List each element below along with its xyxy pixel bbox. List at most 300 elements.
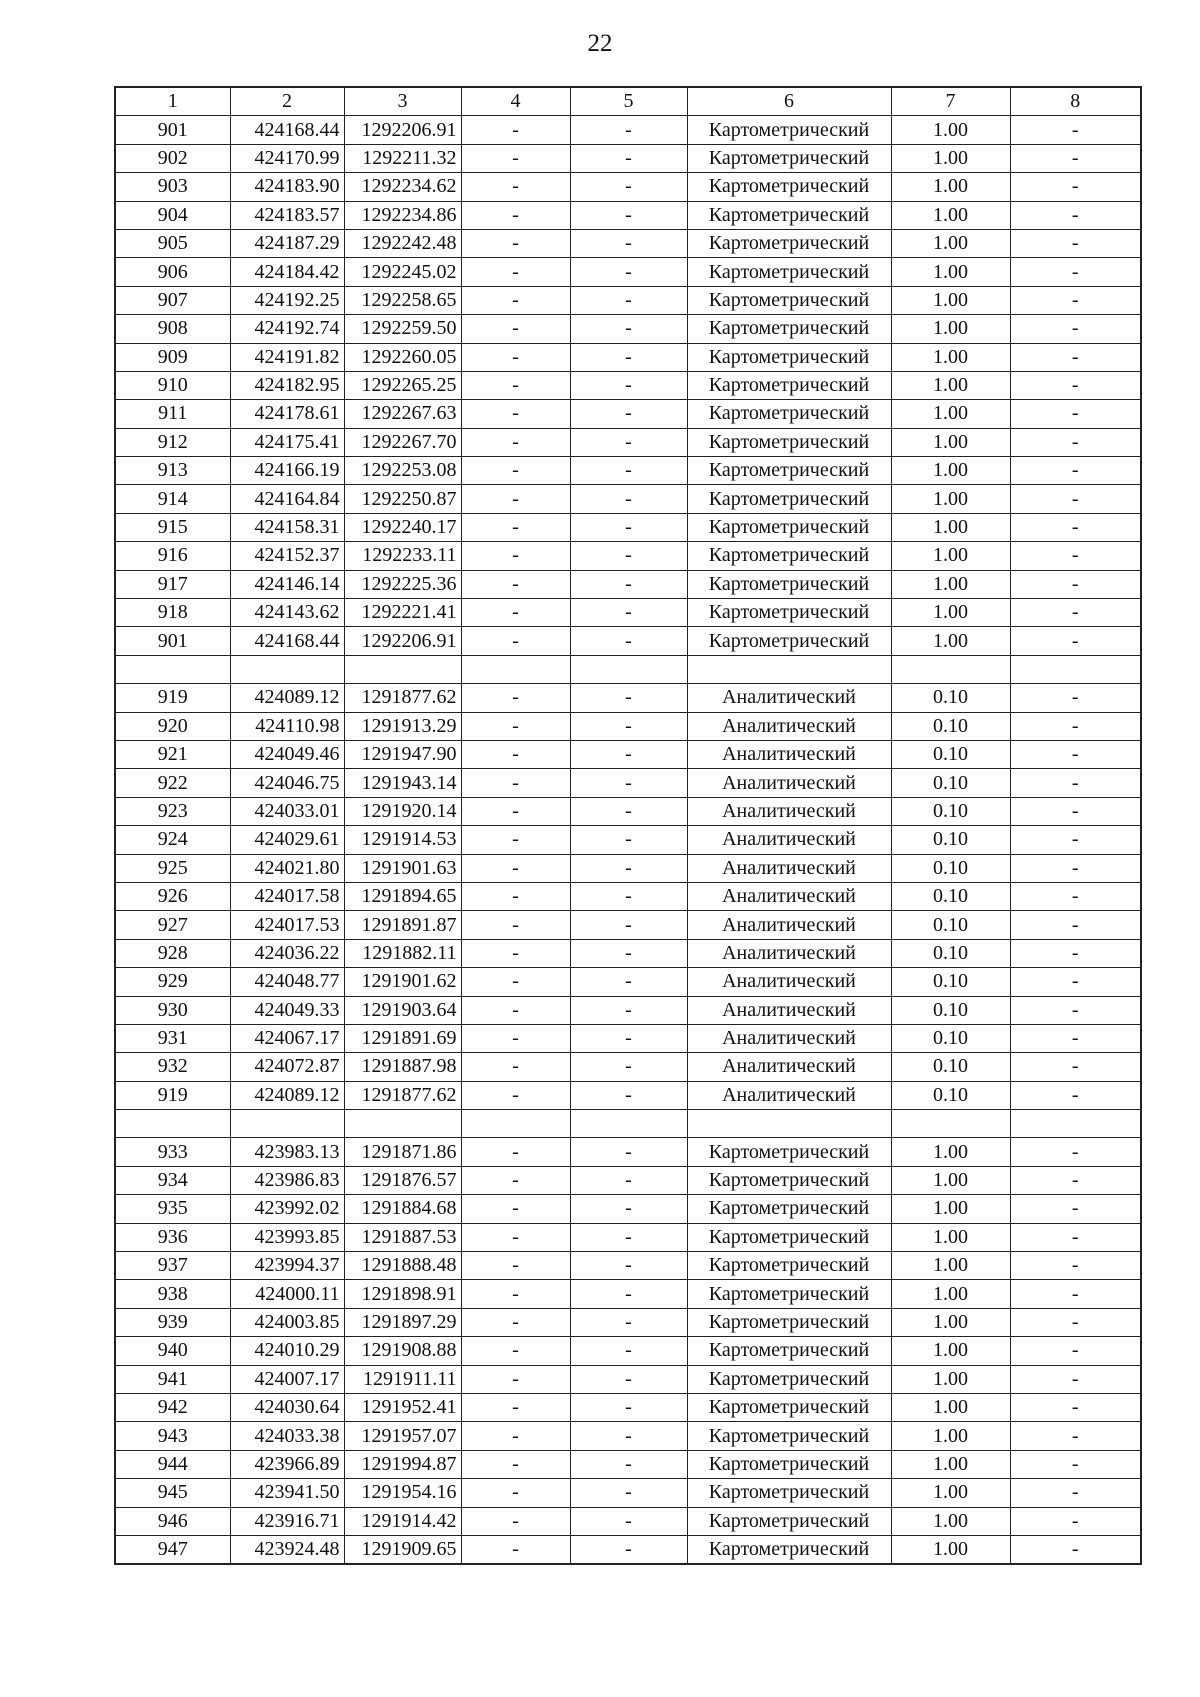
column-header: 8 bbox=[1010, 87, 1141, 116]
method-cell: Картометрический bbox=[687, 1166, 891, 1194]
table-row bbox=[115, 1337, 1141, 1365]
col4-cell: - bbox=[461, 1195, 570, 1223]
col5-cell: - bbox=[570, 201, 687, 229]
x-coordinate-cell: 424029.61 bbox=[230, 826, 344, 854]
x-coordinate-cell: 424089.12 bbox=[230, 1081, 344, 1109]
point-number-cell: 911 bbox=[115, 400, 230, 428]
point-number-cell: 904 bbox=[115, 201, 230, 229]
col4-cell: - bbox=[461, 1024, 570, 1052]
col8-cell: - bbox=[1010, 457, 1141, 485]
col4-cell: - bbox=[461, 1166, 570, 1194]
col8-cell: - bbox=[1010, 201, 1141, 229]
x-coordinate-cell: 424170.99 bbox=[230, 144, 344, 172]
method-cell: Картометрический bbox=[687, 144, 891, 172]
y-coordinate-cell: 1291897.29 bbox=[344, 1308, 461, 1336]
y-coordinate-cell: 1291909.65 bbox=[344, 1535, 461, 1564]
point-number-cell: 936 bbox=[115, 1223, 230, 1251]
col5-cell: - bbox=[570, 769, 687, 797]
col5-cell: - bbox=[570, 740, 687, 768]
method-cell: Картометрический bbox=[687, 1393, 891, 1421]
col8-cell bbox=[1010, 1110, 1141, 1138]
method-cell: Аналитический bbox=[687, 1053, 891, 1081]
column-header: 7 bbox=[891, 87, 1010, 116]
point-number-cell: 942 bbox=[115, 1393, 230, 1421]
col8-cell: - bbox=[1010, 428, 1141, 456]
method-cell: Аналитический bbox=[687, 911, 891, 939]
col5-cell: - bbox=[570, 1308, 687, 1336]
method-cell: Картометрический bbox=[687, 1252, 891, 1280]
col8-cell: - bbox=[1010, 371, 1141, 399]
method-cell: Картометрический bbox=[687, 1535, 891, 1564]
col8-cell: - bbox=[1010, 315, 1141, 343]
col5-cell: - bbox=[570, 939, 687, 967]
table-row bbox=[115, 116, 1141, 144]
col5-cell: - bbox=[570, 797, 687, 825]
table-row bbox=[115, 1223, 1141, 1251]
col8-cell: - bbox=[1010, 939, 1141, 967]
column-header: 3 bbox=[344, 87, 461, 116]
x-coordinate-cell: 424191.82 bbox=[230, 343, 344, 371]
method-cell: Картометрический bbox=[687, 428, 891, 456]
method-cell: Картометрический bbox=[687, 1223, 891, 1251]
col8-cell: - bbox=[1010, 485, 1141, 513]
accuracy-cell: 1.00 bbox=[891, 428, 1010, 456]
x-coordinate-cell: 424166.19 bbox=[230, 457, 344, 485]
col5-cell: - bbox=[570, 229, 687, 257]
col4-cell: - bbox=[461, 542, 570, 570]
col5-cell: - bbox=[570, 400, 687, 428]
table-row bbox=[115, 1450, 1141, 1478]
accuracy-cell: 1.00 bbox=[891, 1223, 1010, 1251]
point-number-cell: 913 bbox=[115, 457, 230, 485]
point-number-cell: 935 bbox=[115, 1195, 230, 1223]
method-cell: Аналитический bbox=[687, 996, 891, 1024]
y-coordinate-cell: 1291952.41 bbox=[344, 1393, 461, 1421]
col4-cell: - bbox=[461, 173, 570, 201]
col5-cell: - bbox=[570, 1365, 687, 1393]
col8-cell: - bbox=[1010, 400, 1141, 428]
col8-cell: - bbox=[1010, 1138, 1141, 1166]
x-coordinate-cell: 424152.37 bbox=[230, 542, 344, 570]
col8-cell: - bbox=[1010, 769, 1141, 797]
y-coordinate-cell: 1292234.62 bbox=[344, 173, 461, 201]
col5-cell: - bbox=[570, 1166, 687, 1194]
column-header: 2 bbox=[230, 87, 344, 116]
column-header: 1 bbox=[115, 87, 230, 116]
col5-cell: - bbox=[570, 1450, 687, 1478]
x-coordinate-cell: 424192.25 bbox=[230, 286, 344, 314]
accuracy-cell: 0.10 bbox=[891, 684, 1010, 712]
col5-cell: - bbox=[570, 1337, 687, 1365]
col4-cell: - bbox=[461, 599, 570, 627]
x-coordinate-cell: 424182.95 bbox=[230, 371, 344, 399]
x-coordinate-cell: 424010.29 bbox=[230, 1337, 344, 1365]
col8-cell bbox=[1010, 655, 1141, 683]
col5-cell bbox=[570, 1110, 687, 1138]
y-coordinate-cell: 1292253.08 bbox=[344, 457, 461, 485]
x-coordinate-cell: 423986.83 bbox=[230, 1166, 344, 1194]
col8-cell: - bbox=[1010, 1337, 1141, 1365]
table-row bbox=[115, 882, 1141, 910]
table-row bbox=[115, 315, 1141, 343]
table-row bbox=[115, 1393, 1141, 1421]
y-coordinate-cell: 1292250.87 bbox=[344, 485, 461, 513]
col8-cell: - bbox=[1010, 712, 1141, 740]
accuracy-cell: 1.00 bbox=[891, 457, 1010, 485]
method-cell: Картометрический bbox=[687, 315, 891, 343]
y-coordinate-cell: 1291891.87 bbox=[344, 911, 461, 939]
col4-cell: - bbox=[461, 684, 570, 712]
method-cell: Картометрический bbox=[687, 371, 891, 399]
x-coordinate-cell bbox=[230, 1110, 344, 1138]
table-row bbox=[115, 1138, 1141, 1166]
col4-cell: - bbox=[461, 1252, 570, 1280]
accuracy-cell: 1.00 bbox=[891, 1450, 1010, 1478]
accuracy-cell: 0.10 bbox=[891, 740, 1010, 768]
table-body bbox=[115, 87, 1141, 1564]
point-number-cell: 940 bbox=[115, 1337, 230, 1365]
table-row bbox=[115, 1110, 1141, 1138]
y-coordinate-cell: 1291908.88 bbox=[344, 1337, 461, 1365]
y-coordinate-cell: 1291920.14 bbox=[344, 797, 461, 825]
x-coordinate-cell: 424164.84 bbox=[230, 485, 344, 513]
y-coordinate-cell: 1292225.36 bbox=[344, 570, 461, 598]
accuracy-cell: 1.00 bbox=[891, 1280, 1010, 1308]
y-coordinate-cell: 1291957.07 bbox=[344, 1422, 461, 1450]
x-coordinate-cell: 424017.53 bbox=[230, 911, 344, 939]
accuracy-cell: 0.10 bbox=[891, 882, 1010, 910]
y-coordinate-cell: 1292245.02 bbox=[344, 258, 461, 286]
point-number-cell: 908 bbox=[115, 315, 230, 343]
table-row bbox=[115, 968, 1141, 996]
x-coordinate-cell: 424049.46 bbox=[230, 740, 344, 768]
table-row bbox=[115, 371, 1141, 399]
col4-cell: - bbox=[461, 712, 570, 740]
col8-cell: - bbox=[1010, 570, 1141, 598]
col4-cell: - bbox=[461, 1308, 570, 1336]
col4-cell: - bbox=[461, 854, 570, 882]
accuracy-cell: 1.00 bbox=[891, 1422, 1010, 1450]
col8-cell: - bbox=[1010, 286, 1141, 314]
method-cell: Картометрический bbox=[687, 229, 891, 257]
col5-cell: - bbox=[570, 1223, 687, 1251]
accuracy-cell: 0.10 bbox=[891, 769, 1010, 797]
col5-cell: - bbox=[570, 286, 687, 314]
y-coordinate-cell: 1291947.90 bbox=[344, 740, 461, 768]
accuracy-cell: 1.00 bbox=[891, 1337, 1010, 1365]
point-number-cell: 905 bbox=[115, 229, 230, 257]
accuracy-cell: 1.00 bbox=[891, 570, 1010, 598]
accuracy-cell: 0.10 bbox=[891, 712, 1010, 740]
method-cell: Картометрический bbox=[687, 1507, 891, 1535]
point-number-cell: 931 bbox=[115, 1024, 230, 1052]
y-coordinate-cell: 1291887.53 bbox=[344, 1223, 461, 1251]
y-coordinate-cell: 1291877.62 bbox=[344, 684, 461, 712]
table-row bbox=[115, 1252, 1141, 1280]
col5-cell: - bbox=[570, 712, 687, 740]
col5-cell: - bbox=[570, 1252, 687, 1280]
col4-cell: - bbox=[461, 1081, 570, 1109]
col4-cell: - bbox=[461, 1422, 570, 1450]
col8-cell: - bbox=[1010, 258, 1141, 286]
point-number-cell: 910 bbox=[115, 371, 230, 399]
x-coordinate-cell: 423994.37 bbox=[230, 1252, 344, 1280]
accuracy-cell: 1.00 bbox=[891, 1507, 1010, 1535]
col4-cell: - bbox=[461, 343, 570, 371]
col4-cell: - bbox=[461, 428, 570, 456]
point-number-cell: 912 bbox=[115, 428, 230, 456]
point-number-cell bbox=[115, 1110, 230, 1138]
col8-cell: - bbox=[1010, 1308, 1141, 1336]
point-number-cell: 943 bbox=[115, 1422, 230, 1450]
method-cell: Аналитический bbox=[687, 740, 891, 768]
y-coordinate-cell: 1292233.11 bbox=[344, 542, 461, 570]
point-number-cell: 901 bbox=[115, 627, 230, 655]
point-number-cell: 906 bbox=[115, 258, 230, 286]
y-coordinate-cell: 1291891.69 bbox=[344, 1024, 461, 1052]
point-number-cell: 925 bbox=[115, 854, 230, 882]
col4-cell: - bbox=[461, 1337, 570, 1365]
x-coordinate-cell: 424175.41 bbox=[230, 428, 344, 456]
col8-cell: - bbox=[1010, 1166, 1141, 1194]
x-coordinate-cell: 424089.12 bbox=[230, 684, 344, 712]
col5-cell: - bbox=[570, 1393, 687, 1421]
accuracy-cell: 1.00 bbox=[891, 485, 1010, 513]
method-cell: Картометрический bbox=[687, 1479, 891, 1507]
accuracy-cell bbox=[891, 1110, 1010, 1138]
col5-cell: - bbox=[570, 1280, 687, 1308]
x-coordinate-cell: 424168.44 bbox=[230, 116, 344, 144]
point-number-cell: 927 bbox=[115, 911, 230, 939]
method-cell: Картометрический bbox=[687, 485, 891, 513]
accuracy-cell: 1.00 bbox=[891, 599, 1010, 627]
table-row bbox=[115, 457, 1141, 485]
table-row bbox=[115, 485, 1141, 513]
table-row bbox=[115, 229, 1141, 257]
method-cell: Аналитический bbox=[687, 854, 891, 882]
table-header-row bbox=[115, 87, 1141, 116]
point-number-cell: 938 bbox=[115, 1280, 230, 1308]
accuracy-cell: 1.00 bbox=[891, 144, 1010, 172]
accuracy-cell: 0.10 bbox=[891, 996, 1010, 1024]
col5-cell: - bbox=[570, 1479, 687, 1507]
y-coordinate-cell: 1291994.87 bbox=[344, 1450, 461, 1478]
point-number-cell: 909 bbox=[115, 343, 230, 371]
table-row bbox=[115, 400, 1141, 428]
col5-cell: - bbox=[570, 343, 687, 371]
col4-cell: - bbox=[461, 258, 570, 286]
col4-cell: - bbox=[461, 570, 570, 598]
col4-cell: - bbox=[461, 1138, 570, 1166]
col5-cell: - bbox=[570, 315, 687, 343]
x-coordinate-cell: 424184.42 bbox=[230, 258, 344, 286]
column-header: 5 bbox=[570, 87, 687, 116]
col4-cell: - bbox=[461, 911, 570, 939]
point-number-cell: 944 bbox=[115, 1450, 230, 1478]
method-cell: Картометрический bbox=[687, 343, 891, 371]
y-coordinate-cell bbox=[344, 655, 461, 683]
x-coordinate-cell: 423924.48 bbox=[230, 1535, 344, 1564]
col8-cell: - bbox=[1010, 116, 1141, 144]
col8-cell: - bbox=[1010, 173, 1141, 201]
col4-cell: - bbox=[461, 627, 570, 655]
table-row bbox=[115, 1308, 1141, 1336]
page-number: 22 bbox=[587, 30, 613, 57]
col5-cell: - bbox=[570, 570, 687, 598]
x-coordinate-cell: 423992.02 bbox=[230, 1195, 344, 1223]
col8-cell: - bbox=[1010, 911, 1141, 939]
y-coordinate-cell: 1292206.91 bbox=[344, 627, 461, 655]
col8-cell: - bbox=[1010, 627, 1141, 655]
accuracy-cell: 1.00 bbox=[891, 343, 1010, 371]
y-coordinate-cell: 1291943.14 bbox=[344, 769, 461, 797]
column-header: 4 bbox=[461, 87, 570, 116]
x-coordinate-cell: 424067.17 bbox=[230, 1024, 344, 1052]
col8-cell: - bbox=[1010, 826, 1141, 854]
accuracy-cell: 1.00 bbox=[891, 315, 1010, 343]
col4-cell: - bbox=[461, 116, 570, 144]
col4-cell: - bbox=[461, 513, 570, 541]
y-coordinate-cell: 1292267.63 bbox=[344, 400, 461, 428]
y-coordinate-cell: 1292206.91 bbox=[344, 116, 461, 144]
table-row bbox=[115, 769, 1141, 797]
method-cell: Картометрический bbox=[687, 599, 891, 627]
col5-cell: - bbox=[570, 258, 687, 286]
col4-cell: - bbox=[461, 769, 570, 797]
col5-cell: - bbox=[570, 684, 687, 712]
point-number-cell: 924 bbox=[115, 826, 230, 854]
col4-cell: - bbox=[461, 939, 570, 967]
col8-cell: - bbox=[1010, 1252, 1141, 1280]
x-coordinate-cell: 424036.22 bbox=[230, 939, 344, 967]
point-number-cell: 915 bbox=[115, 513, 230, 541]
table-row bbox=[115, 1422, 1141, 1450]
method-cell: Картометрический bbox=[687, 1365, 891, 1393]
col4-cell: - bbox=[461, 286, 570, 314]
y-coordinate-cell: 1291894.65 bbox=[344, 882, 461, 910]
point-number-cell: 946 bbox=[115, 1507, 230, 1535]
table-row bbox=[115, 1053, 1141, 1081]
y-coordinate-cell: 1291877.62 bbox=[344, 1081, 461, 1109]
table-row bbox=[115, 428, 1141, 456]
x-coordinate-cell: 424183.57 bbox=[230, 201, 344, 229]
accuracy-cell: 0.10 bbox=[891, 911, 1010, 939]
col5-cell: - bbox=[570, 542, 687, 570]
x-coordinate-cell: 424007.17 bbox=[230, 1365, 344, 1393]
method-cell: Аналитический bbox=[687, 797, 891, 825]
accuracy-cell: 1.00 bbox=[891, 286, 1010, 314]
accuracy-cell: 1.00 bbox=[891, 1393, 1010, 1421]
col5-cell: - bbox=[570, 428, 687, 456]
col8-cell: - bbox=[1010, 882, 1141, 910]
point-number-cell: 934 bbox=[115, 1166, 230, 1194]
col4-cell: - bbox=[461, 485, 570, 513]
col8-cell: - bbox=[1010, 1365, 1141, 1393]
col5-cell: - bbox=[570, 144, 687, 172]
col8-cell: - bbox=[1010, 1053, 1141, 1081]
method-cell: Картометрический bbox=[687, 1138, 891, 1166]
y-coordinate-cell: 1291876.57 bbox=[344, 1166, 461, 1194]
col5-cell bbox=[570, 655, 687, 683]
point-number-cell: 926 bbox=[115, 882, 230, 910]
method-cell: Аналитический bbox=[687, 968, 891, 996]
table-row bbox=[115, 911, 1141, 939]
method-cell: Аналитический bbox=[687, 684, 891, 712]
col5-cell: - bbox=[570, 457, 687, 485]
y-coordinate-cell: 1292234.86 bbox=[344, 201, 461, 229]
y-coordinate-cell: 1291882.11 bbox=[344, 939, 461, 967]
method-cell: Картометрический bbox=[687, 1195, 891, 1223]
col8-cell: - bbox=[1010, 599, 1141, 627]
y-coordinate-cell: 1292258.65 bbox=[344, 286, 461, 314]
x-coordinate-cell: 424146.14 bbox=[230, 570, 344, 598]
table-row bbox=[115, 258, 1141, 286]
point-number-cell: 941 bbox=[115, 1365, 230, 1393]
table-row bbox=[115, 343, 1141, 371]
x-coordinate-cell: 424003.85 bbox=[230, 1308, 344, 1336]
point-number-cell: 920 bbox=[115, 712, 230, 740]
col8-cell: - bbox=[1010, 1507, 1141, 1535]
col8-cell: - bbox=[1010, 513, 1141, 541]
x-coordinate-cell: 424021.80 bbox=[230, 854, 344, 882]
table-row bbox=[115, 740, 1141, 768]
y-coordinate-cell: 1292221.41 bbox=[344, 599, 461, 627]
col5-cell: - bbox=[570, 826, 687, 854]
y-coordinate-cell: 1292259.50 bbox=[344, 315, 461, 343]
y-coordinate-cell: 1291898.91 bbox=[344, 1280, 461, 1308]
point-number-cell: 929 bbox=[115, 968, 230, 996]
col5-cell: - bbox=[570, 116, 687, 144]
x-coordinate-cell: 424033.01 bbox=[230, 797, 344, 825]
col4-cell: - bbox=[461, 144, 570, 172]
accuracy-cell: 0.10 bbox=[891, 1053, 1010, 1081]
table-row bbox=[115, 1365, 1141, 1393]
accuracy-cell: 1.00 bbox=[891, 1252, 1010, 1280]
col4-cell: - bbox=[461, 882, 570, 910]
table-row bbox=[115, 627, 1141, 655]
col8-cell: - bbox=[1010, 684, 1141, 712]
accuracy-cell: 1.00 bbox=[891, 1308, 1010, 1336]
col4-cell bbox=[461, 655, 570, 683]
col4-cell: - bbox=[461, 1479, 570, 1507]
table-row bbox=[115, 996, 1141, 1024]
col4-cell bbox=[461, 1110, 570, 1138]
col5-cell: - bbox=[570, 882, 687, 910]
col4-cell: - bbox=[461, 1365, 570, 1393]
accuracy-cell: 1.00 bbox=[891, 258, 1010, 286]
x-coordinate-cell: 424072.87 bbox=[230, 1053, 344, 1081]
table-row bbox=[115, 655, 1141, 683]
col8-cell: - bbox=[1010, 1223, 1141, 1251]
col8-cell: - bbox=[1010, 854, 1141, 882]
point-number-cell: 901 bbox=[115, 116, 230, 144]
x-coordinate-cell: 424143.62 bbox=[230, 599, 344, 627]
column-header: 6 bbox=[687, 87, 891, 116]
table-row bbox=[115, 144, 1141, 172]
y-coordinate-cell: 1291901.62 bbox=[344, 968, 461, 996]
method-cell: Аналитический bbox=[687, 939, 891, 967]
point-number-cell: 903 bbox=[115, 173, 230, 201]
table-row bbox=[115, 1024, 1141, 1052]
method-cell: Картометрический bbox=[687, 400, 891, 428]
table-row bbox=[115, 1081, 1141, 1109]
col5-cell: - bbox=[570, 485, 687, 513]
accuracy-cell: 0.10 bbox=[891, 854, 1010, 882]
col8-cell: - bbox=[1010, 1024, 1141, 1052]
col4-cell: - bbox=[461, 371, 570, 399]
accuracy-cell: 1.00 bbox=[891, 173, 1010, 201]
col5-cell: - bbox=[570, 1507, 687, 1535]
